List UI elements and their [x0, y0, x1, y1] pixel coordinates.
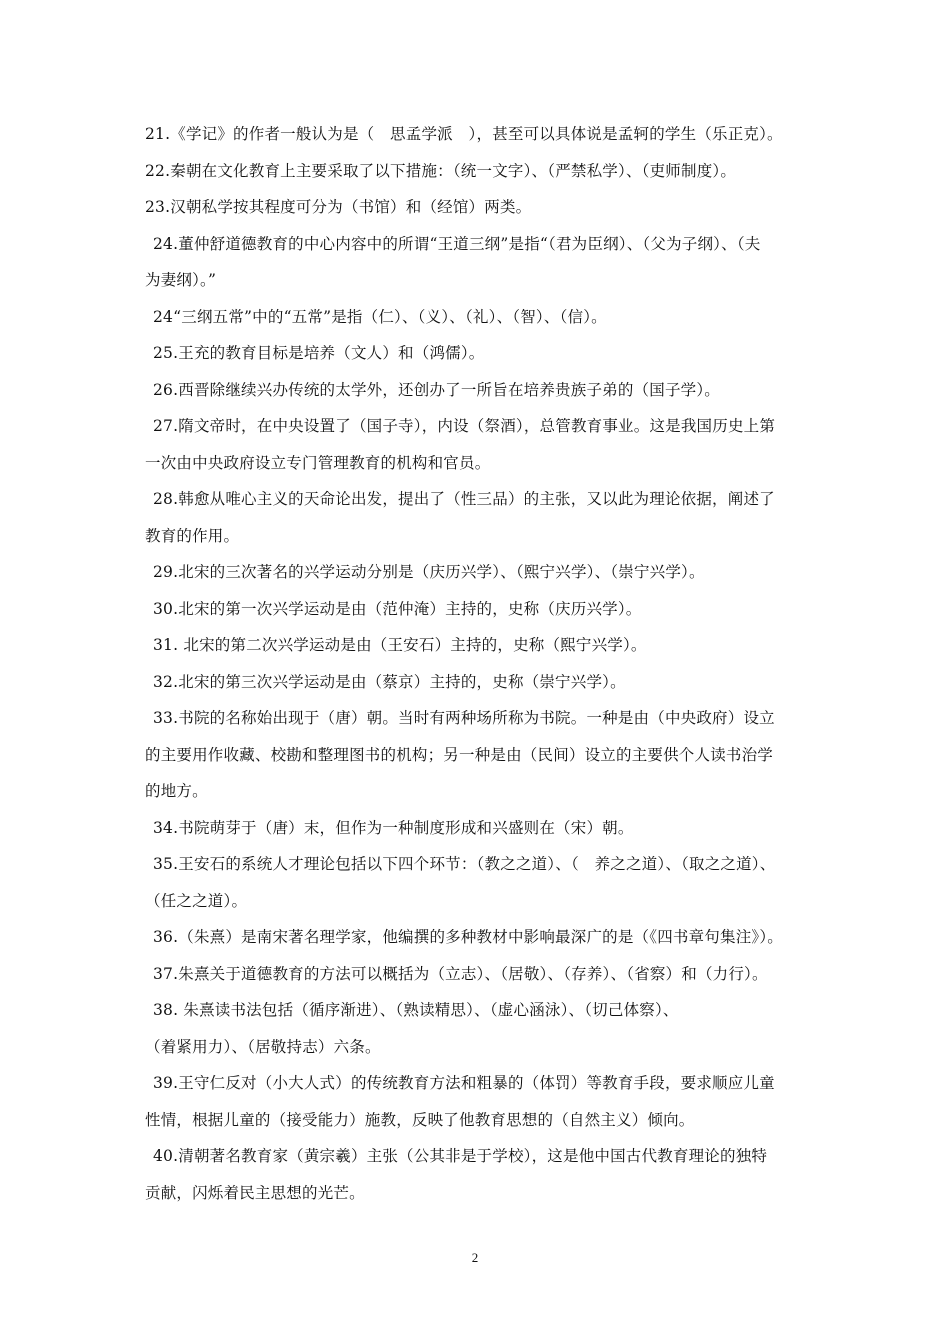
question-line: 为妻纲）。” — [145, 271, 217, 289]
question-line: （着紧用力）、（居敬持志）六条。 — [145, 1037, 381, 1056]
question-line: 21.《学记》的作者一般认为是（ 思孟学派 ），甚至可以具体说是孟轲的学生（乐正克）。 — [145, 125, 783, 143]
document-body — [145, 116, 810, 1211]
question-line: 40.清朝著名教育家（黄宗羲）主张（公其非是于学校），这是他中国古代教育理论的独特 — [153, 1147, 768, 1165]
question-line: 37.朱熹关于道德教育的方法可以概括为（立志）、（居敬）、（存养）、（省察）和（力行）。 — [153, 964, 768, 983]
question-item — [145, 700, 810, 810]
question-item — [145, 1065, 810, 1138]
question-line: 29.北宋的三次著名的兴学运动分别是（庆历兴学）、（熙宁兴学）、（崇宁兴学）。 — [153, 563, 705, 581]
question-item — [145, 992, 810, 1065]
question-line: 33.书院的名称始出现于（唐）朝。当时有两种场所称为书院。一种是由（中央政府）设立 — [153, 709, 775, 727]
question-line: 25.王充的教育目标是培养（文人）和（鸿儒）。 — [153, 344, 485, 362]
question-line: （任之之道）。 — [145, 891, 248, 910]
question-line: 27.隋文帝时，在中央设置了（国子寺），内设（祭酒），总管教育事业。这是我国历史上第 — [153, 417, 776, 435]
question-line: 24.董仲舒道德教育的中心内容中的所谓“王道三纲”是指“（君为臣纲）、（父为子纲）、（夫 — [153, 234, 761, 253]
question-item — [145, 591, 810, 628]
question-item — [145, 956, 810, 993]
question-item — [145, 810, 810, 847]
question-line: 39.王守仁反对（小大人式）的传统教育方法和粗暴的（体罚）等教育手段，要求顺应儿童 — [153, 1074, 775, 1092]
question-item — [145, 189, 810, 226]
question-line: 32.北宋的第三次兴学运动是由（蔡京）主持的，史称（崇宁兴学）。 — [153, 672, 626, 691]
question-item — [145, 116, 810, 153]
question-line: 的主要用作收藏、校勘和整理图书的机构；另一种是由（民间）设立的主要供个人读书治学 — [145, 745, 774, 764]
question-line: 23.汉朝私学按其程度可分为（书馆）和（经馆）两类。 — [145, 198, 532, 216]
question-line: 30.北宋的第一次兴学运动是由（范仲淹）主持的，史称（庆历兴学）。 — [153, 599, 642, 618]
question-item — [145, 226, 810, 299]
question-line: 贡献，闪烁着民主思想的光芒。 — [145, 1183, 365, 1202]
question-line: 38. 朱熹读书法包括（循序渐进）、（熟读精思）、（虚心涵泳）、（切己体察）、 — [153, 1001, 679, 1019]
question-item — [145, 153, 810, 190]
question-line: 34.书院萌芽于（唐）末，但作为一种制度形成和兴盛则在（宋）朝。 — [153, 818, 634, 837]
question-line: 性情，根据儿童的（接受能力）施教，反映了他教育思想的（自然主义）倾向。 — [145, 1110, 695, 1129]
question-item — [145, 664, 810, 701]
question-line: 24“三纲五常”中的“五常”是指（仁）、（义）、（礼）、（智）、（信）。 — [153, 307, 607, 326]
question-item — [145, 299, 810, 336]
question-item — [145, 1138, 810, 1211]
question-line: 的地方。 — [145, 782, 208, 800]
question-item — [145, 481, 810, 554]
page-number: 2 — [471, 1250, 479, 1265]
question-line: 36.（朱熹）是南宋著名理学家，他编撰的多种教材中影响最深广的是（《四书章句集注》）。 — [153, 928, 784, 946]
question-line: 35.王安石的系统人才理论包括以下四个环节：（教之之道）、（ 养之之道）、（取之之道）、 — [153, 855, 776, 873]
question-line: 22.秦朝在文化教育上主要采取了以下措施：（统一文字）、（严禁私学）、（吏师制度）。 — [145, 161, 737, 180]
question-item — [145, 554, 810, 591]
question-item — [145, 372, 810, 409]
question-item — [145, 408, 810, 481]
question-item — [145, 627, 810, 664]
question-item — [145, 919, 810, 956]
question-line: 一次由中央政府设立专门管理教育的机构和官员。 — [145, 453, 491, 472]
question-line: 28.韩愈从唯心主义的天命论出发，提出了（性三品）的主张，又以此为理论依据，阐述了 — [153, 490, 775, 508]
question-line: 26.西晋除继续兴办传统的太学外，还创办了一所旨在培养贵族子弟的（国子学）。 — [153, 380, 721, 399]
question-line: 教育的作用。 — [145, 526, 240, 545]
question-item — [145, 846, 810, 919]
question-line: 31. 北宋的第二次兴学运动是由（王安石）主持的，史称（熙宁兴学）。 — [153, 636, 647, 654]
question-item — [145, 335, 810, 372]
